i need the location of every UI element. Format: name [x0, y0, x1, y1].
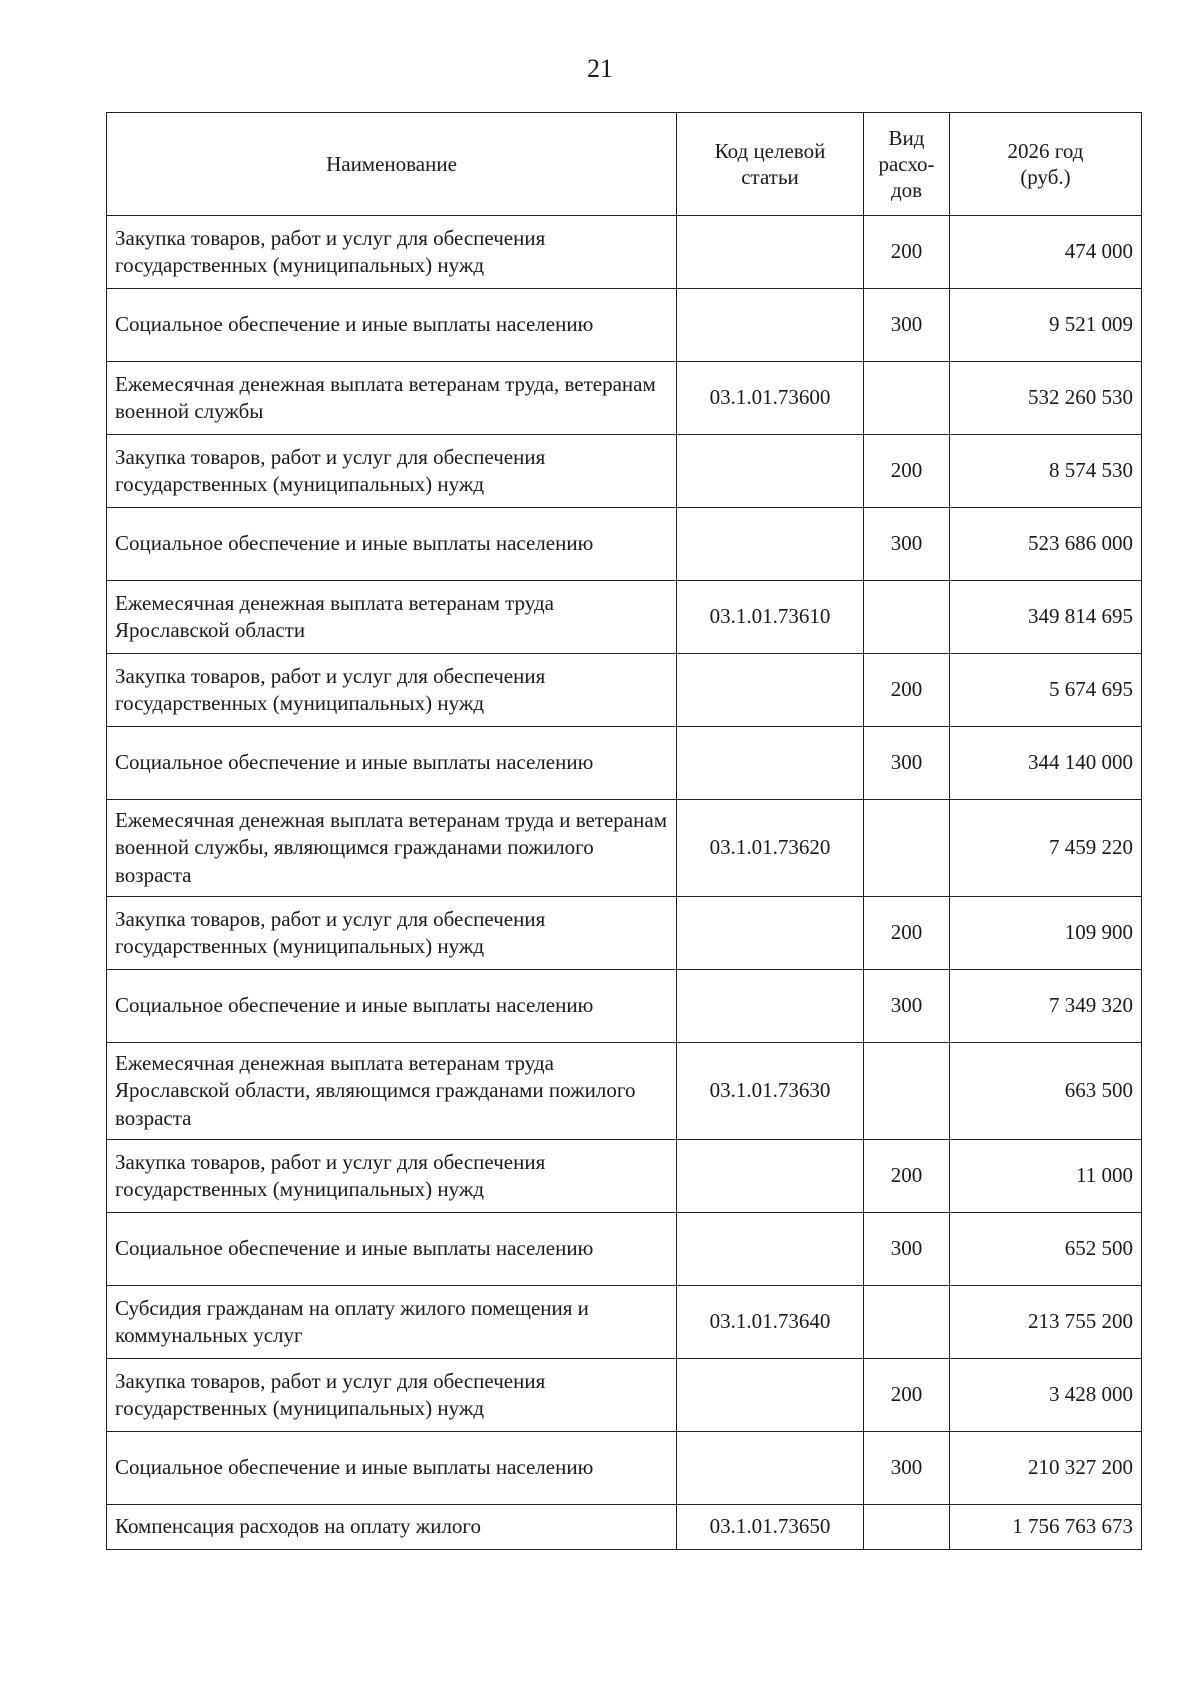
- row-name: Закупка товаров, работ и услуг для обеспечения государственных (муниципальных) нужд: [107, 1140, 677, 1213]
- row-code: [677, 1432, 864, 1505]
- row-type: 200: [864, 216, 950, 289]
- row-type: 200: [864, 654, 950, 727]
- row-code: [677, 727, 864, 800]
- table-row: [107, 1286, 1142, 1359]
- row-sum: 9 521 009: [950, 289, 1142, 362]
- row-sum: 5 674 695: [950, 654, 1142, 727]
- row-type: 300: [864, 1213, 950, 1286]
- row-code: [677, 654, 864, 727]
- row-name: Ежемесячная денежная выплата ветеранам труда Ярославской области: [107, 581, 677, 654]
- row-type: 200: [864, 1140, 950, 1213]
- row-sum: 11 000: [950, 1140, 1142, 1213]
- row-code: [677, 970, 864, 1043]
- row-sum: 344 140 000: [950, 727, 1142, 800]
- row-type: [864, 581, 950, 654]
- table-row: [107, 970, 1142, 1043]
- table-row: [107, 581, 1142, 654]
- row-name: Субсидия гражданам на оплату жилого помещения и коммунальных услуг: [107, 1286, 677, 1359]
- row-code: [677, 897, 864, 970]
- table-row: [107, 362, 1142, 435]
- row-name: Закупка товаров, работ и услуг для обеспечения государственных (муниципальных) нужд: [107, 897, 677, 970]
- row-code: [677, 1213, 864, 1286]
- row-name: Социальное обеспечение и иные выплаты населению: [107, 970, 677, 1043]
- row-code: [677, 435, 864, 508]
- row-sum: 532 260 530: [950, 362, 1142, 435]
- row-code: 03.1.01.73630: [677, 1043, 864, 1140]
- row-code: 03.1.01.73610: [677, 581, 864, 654]
- row-type: [864, 362, 950, 435]
- row-type: 300: [864, 727, 950, 800]
- table-row: [107, 654, 1142, 727]
- row-type: 200: [864, 435, 950, 508]
- row-sum: 474 000: [950, 216, 1142, 289]
- table-row: [107, 897, 1142, 970]
- table-row: [107, 508, 1142, 581]
- row-name: Ежемесячная денежная выплата ветеранам труда, ветеранам военной службы: [107, 362, 677, 435]
- row-name: Компенсация расходов на оплату жилого: [107, 1505, 677, 1550]
- row-code: [677, 1140, 864, 1213]
- table-row: [107, 1432, 1142, 1505]
- row-sum: 3 428 000: [950, 1359, 1142, 1432]
- row-name: Закупка товаров, работ и услуг для обеспечения государственных (муниципальных) нужд: [107, 216, 677, 289]
- row-name: Ежемесячная денежная выплата ветеранам труда и ветеранам военной службы, являющимся гражданами пожилого возраста: [107, 800, 677, 897]
- row-code: [677, 508, 864, 581]
- row-code: 03.1.01.73620: [677, 800, 864, 897]
- row-type: [864, 1043, 950, 1140]
- row-type: [864, 1505, 950, 1550]
- row-type: [864, 800, 950, 897]
- row-code: 03.1.01.73650: [677, 1505, 864, 1550]
- row-code: 03.1.01.73600: [677, 362, 864, 435]
- row-type: 300: [864, 1432, 950, 1505]
- header-row: [107, 113, 1142, 216]
- header-type: Вид расхо- дов: [864, 113, 950, 216]
- table-row: [107, 800, 1142, 897]
- row-type: 300: [864, 508, 950, 581]
- table-row: [107, 289, 1142, 362]
- table-row: [107, 1505, 1142, 1550]
- row-name: Социальное обеспечение и иные выплаты населению: [107, 1213, 677, 1286]
- row-name: Социальное обеспечение и иные выплаты населению: [107, 727, 677, 800]
- row-sum: 7 349 320: [950, 970, 1142, 1043]
- row-sum: 1 756 763 673: [950, 1505, 1142, 1550]
- row-sum: 109 900: [950, 897, 1142, 970]
- row-sum: 213 755 200: [950, 1286, 1142, 1359]
- table-row: [107, 1213, 1142, 1286]
- row-sum: 523 686 000: [950, 508, 1142, 581]
- row-name: Социальное обеспечение и иные выплаты населению: [107, 289, 677, 362]
- table-row: [107, 1043, 1142, 1140]
- row-sum: 210 327 200: [950, 1432, 1142, 1505]
- row-code: [677, 216, 864, 289]
- row-name: Социальное обеспечение и иные выплаты населению: [107, 508, 677, 581]
- table-row: [107, 1140, 1142, 1213]
- row-name: Закупка товаров, работ и услуг для обеспечения государственных (муниципальных) нужд: [107, 1359, 677, 1432]
- row-name: Закупка товаров, работ и услуг для обеспечения государственных (муниципальных) нужд: [107, 654, 677, 727]
- row-sum: 8 574 530: [950, 435, 1142, 508]
- row-type: 200: [864, 897, 950, 970]
- header-sum: 2026 год (руб.): [950, 113, 1142, 216]
- header-code: Код целевой статьи: [677, 113, 864, 216]
- row-sum: 652 500: [950, 1213, 1142, 1286]
- row-sum: 7 459 220: [950, 800, 1142, 897]
- budget-table: [106, 112, 1142, 1550]
- row-type: 200: [864, 1359, 950, 1432]
- table-row: [107, 1359, 1142, 1432]
- row-type: 300: [864, 289, 950, 362]
- table-row: [107, 216, 1142, 289]
- row-name: Социальное обеспечение и иные выплаты населению: [107, 1432, 677, 1505]
- row-sum: 663 500: [950, 1043, 1142, 1140]
- row-type: 300: [864, 970, 950, 1043]
- row-name: Ежемесячная денежная выплата ветеранам труда Ярославской области, являющимся гражданами пожилого возраста: [107, 1043, 677, 1140]
- row-code: 03.1.01.73640: [677, 1286, 864, 1359]
- row-type: [864, 1286, 950, 1359]
- table-row: [107, 727, 1142, 800]
- page-number: 21: [587, 54, 613, 83]
- row-code: [677, 289, 864, 362]
- header-name: Наименование: [107, 113, 677, 216]
- row-sum: 349 814 695: [950, 581, 1142, 654]
- row-code: [677, 1359, 864, 1432]
- table-row: [107, 435, 1142, 508]
- row-name: Закупка товаров, работ и услуг для обеспечения государственных (муниципальных) нужд: [107, 435, 677, 508]
